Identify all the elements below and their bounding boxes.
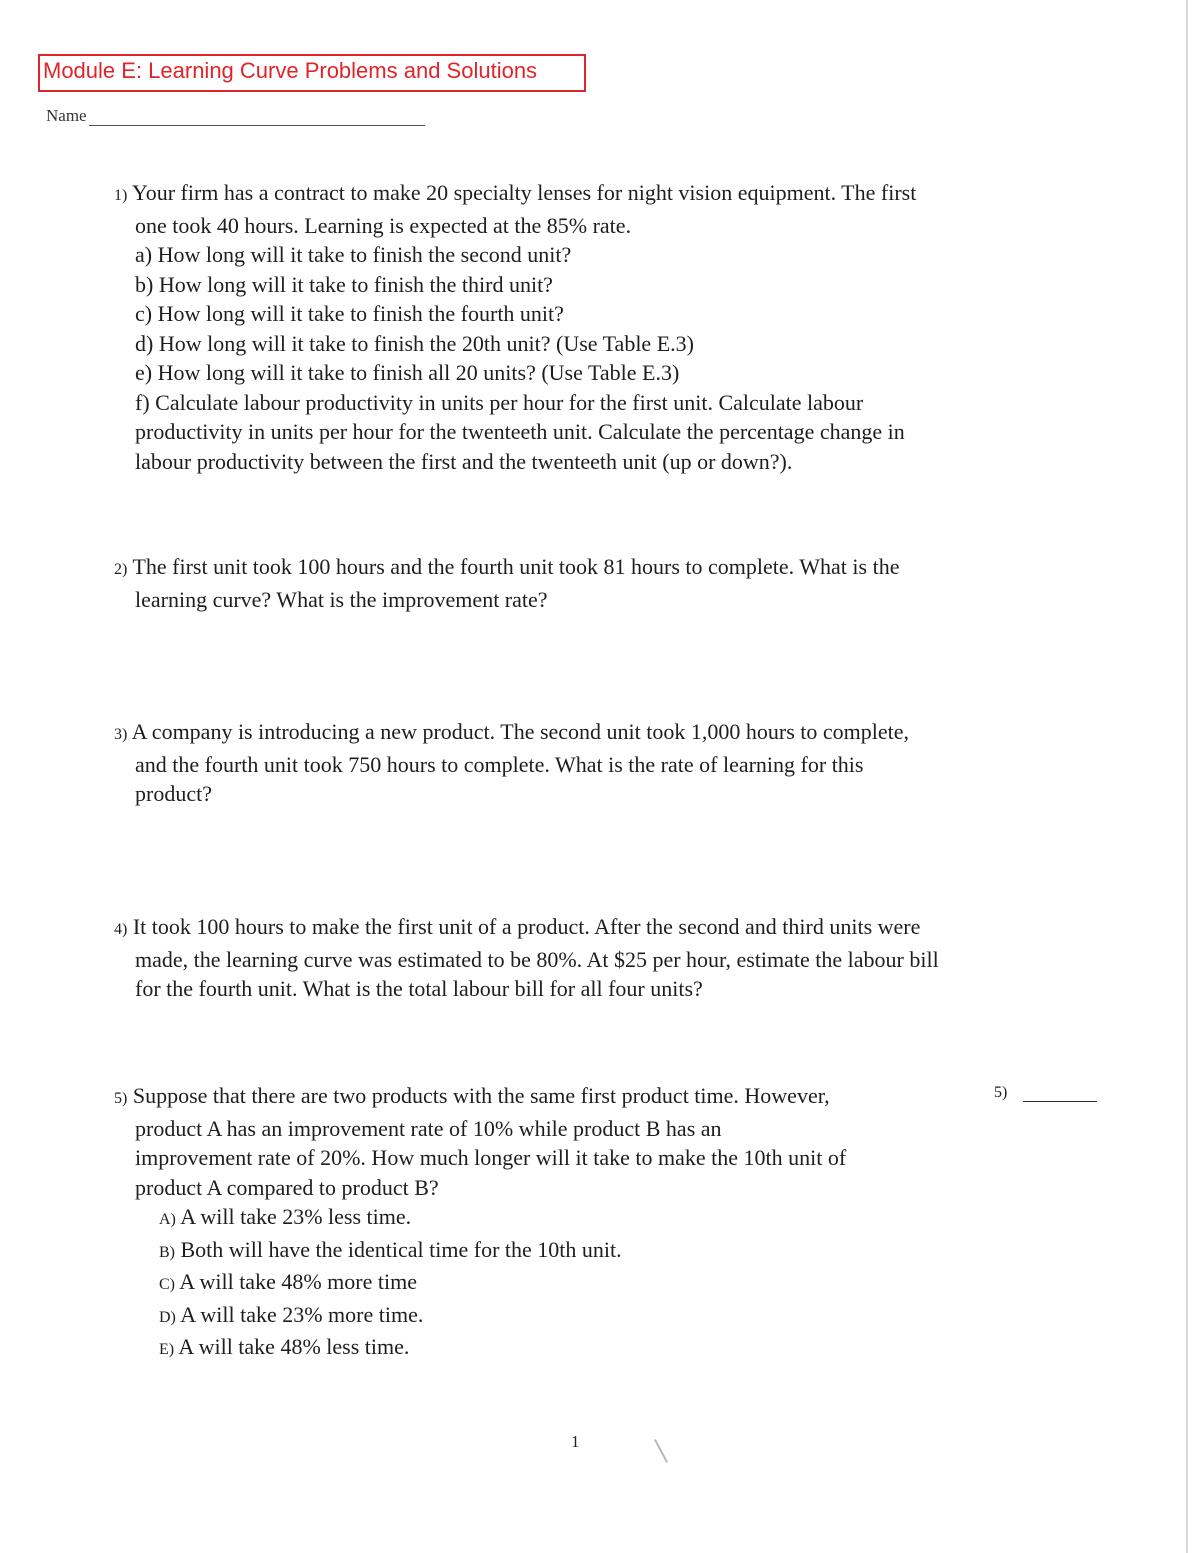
option-d: D) A will take 23% more time. — [159, 1301, 424, 1327]
question-3-number: 3) — [114, 726, 128, 743]
question-1-line-2: one took 40 hours. Learning is expected at the 85% rate. — [135, 212, 632, 238]
question-4-number: 4) — [114, 921, 128, 938]
question-4-line-3: for the fourth unit. What is the total labour bill for all four units? — [135, 976, 703, 1001]
question-1-part-d: d) How long will it take to finish the 20th unit? (Use Table E.3) — [135, 330, 694, 356]
question-5-options — [114, 1202, 846, 1365]
question-2-line-1: 2) The first unit took 100 hours and the fourth unit took 81 hours to complete. What is the — [114, 554, 900, 579]
question-5-answer-blank — [994, 1084, 1097, 1102]
question-5-number: 5) — [114, 1090, 128, 1107]
question-1-line-1: 1) Your firm has a contract to make 20 specialty lenses for night vision equipment. The first — [114, 180, 917, 205]
page-number: 1 — [571, 1432, 580, 1451]
question-1-part-a: a) How long will it take to finish the second unit? — [135, 242, 572, 267]
question-3-line-2: and the fourth unit took 750 hours to complete. What is the rate of learning for this — [135, 751, 864, 777]
question-1-part-f-line-2: productivity in units per hour for the twenteeth unit. Calculate the percentage change in — [135, 419, 905, 444]
stray-pen-mark — [654, 1439, 668, 1463]
page-title: Module E: Learning Curve Problems and Solutions — [38, 54, 586, 92]
name-field — [46, 106, 425, 126]
option-b: B) Both will have the identical time for the 10th unit. — [159, 1236, 622, 1262]
question-1-part-e: e) How long will it take to finish all 20 units? (Use Table E.3) — [135, 360, 680, 385]
question-1-part-f-line-3: labour productivity between the first and the twenteeth unit (up or down?). — [135, 448, 793, 474]
question-3 — [114, 717, 909, 809]
answer-label: 5) — [994, 1084, 1008, 1101]
question-1-number: 1) — [114, 187, 128, 204]
scan-edge — [1186, 0, 1188, 1553]
question-1-part-c: c) How long will it take to finish the fourth unit? — [135, 301, 564, 326]
question-1 — [114, 178, 916, 476]
question-5-line-2: product A has an improvement rate of 10% while product B has an — [135, 1115, 722, 1141]
question-4-line-1: 4) It took 100 hours to make the first unit of a product. After the second and third units were — [114, 914, 921, 939]
question-2 — [114, 552, 899, 614]
question-2-number: 2) — [114, 561, 128, 578]
option-a: A) A will take 23% less time. — [159, 1204, 412, 1229]
question-3-line-1: 3) A company is introducing a new product. The second unit took 1,000 hours to complete, — [114, 719, 910, 744]
question-2-line-2: learning curve? What is the improvement rate? — [135, 586, 548, 612]
question-5 — [114, 1081, 846, 1365]
question-4-line-2: made, the learning curve was estimated to be 80%. At $25 per hour, estimate the labour bill — [135, 946, 939, 972]
question-4 — [114, 912, 939, 1004]
question-3-line-3: product? — [135, 781, 212, 806]
answer-blank-line — [1023, 1087, 1097, 1102]
name-label: Name — [46, 106, 87, 125]
option-e: E) A will take 48% less time. — [159, 1334, 410, 1359]
name-blank-line — [89, 109, 425, 126]
question-1-part-b: b) How long will it take to finish the third unit? — [135, 271, 553, 297]
option-c: C) A will take 48% more time — [159, 1269, 417, 1294]
question-5-line-1: 5) Suppose that there are two products with the same first product time. However, — [114, 1083, 830, 1108]
question-1-part-f-line-1: f) Calculate labour productivity in units per hour for the first unit. Calculate labour — [135, 389, 864, 415]
question-5-line-4: product A compared to product B? — [135, 1174, 439, 1200]
question-5-line-3: improvement rate of 20%. How much longer will it take to make the 10th unit of — [135, 1145, 847, 1170]
